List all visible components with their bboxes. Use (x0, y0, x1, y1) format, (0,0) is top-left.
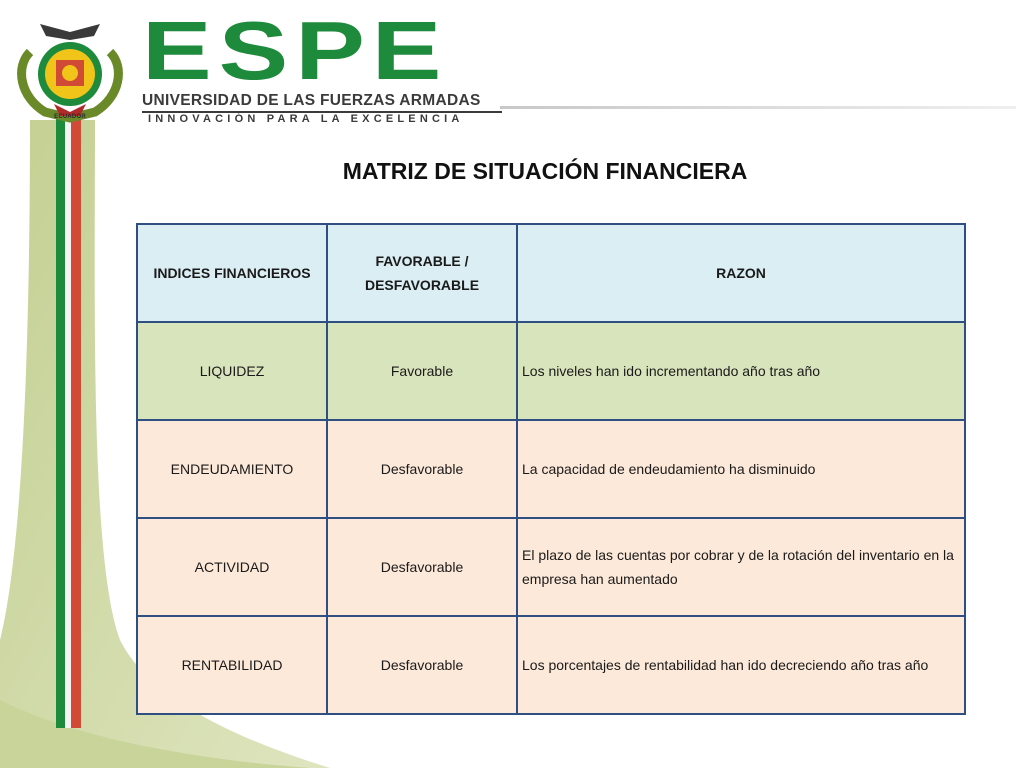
table-row (137, 322, 965, 420)
row-reason: Los porcentajes de rentabilidad han ido decreciendo año tras año (517, 616, 965, 714)
header-status: FAVORABLE / DESFAVORABLE (327, 224, 517, 322)
university-crest-icon (10, 12, 130, 124)
row-status: Desfavorable (327, 518, 517, 616)
row-status: Desfavorable (327, 616, 517, 714)
brand-slogan: INNOVACIÓN PARA LA EXCELENCIA (148, 113, 464, 125)
table-row (137, 616, 965, 714)
row-index: LIQUIDEZ (137, 322, 327, 420)
row-index: ACTIVIDAD (137, 518, 327, 616)
row-index: ENDEUDAMIENTO (137, 420, 327, 518)
row-reason: La capacidad de endeudamiento ha disminuido (517, 420, 965, 518)
row-reason: El plazo de las cuentas por cobrar y de la rotación del inventario en la empresa han aumentado (517, 518, 965, 616)
header-divider (500, 106, 1016, 109)
row-index: RENTABILIDAD (137, 616, 327, 714)
header-index: INDICES FINANCIEROS (137, 224, 327, 322)
university-name: UNIVERSIDAD DE LAS FUERZAS ARMADAS (142, 92, 481, 109)
table-row (137, 420, 965, 518)
row-status: Favorable (327, 322, 517, 420)
header-reason: RAZON (517, 224, 965, 322)
row-reason: Los niveles han ido incrementando año tras año (517, 322, 965, 420)
crest-caption: ECUADOR (54, 114, 86, 120)
brand-logo (140, 5, 502, 130)
brand-wordmark: ESPE (142, 5, 449, 98)
financial-matrix-table (136, 223, 966, 715)
page-title: MATRIZ DE SITUACIÓN FINANCIERA (342, 158, 748, 184)
table-header-row (137, 224, 965, 322)
table-row (137, 518, 965, 616)
row-status: Desfavorable (327, 420, 517, 518)
